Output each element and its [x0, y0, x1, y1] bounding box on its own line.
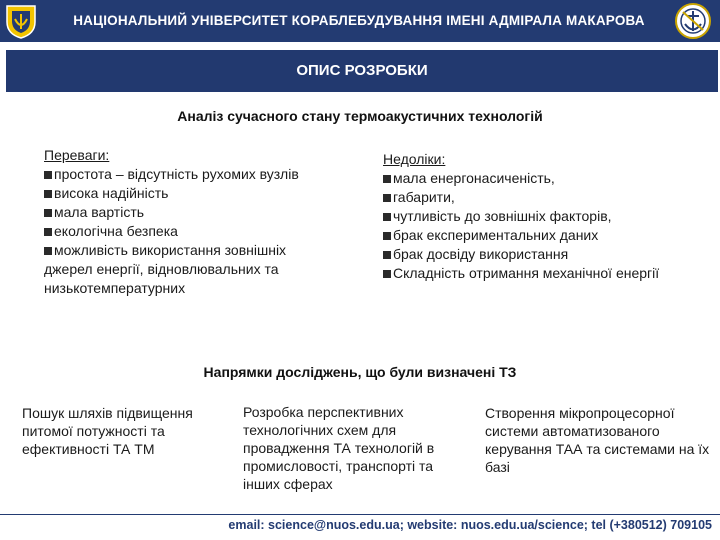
bullet-square-icon: [44, 209, 52, 217]
bullet-square-icon: [44, 247, 52, 255]
university-shield-logo-icon: [2, 2, 40, 40]
list-item: брак досвіду використання: [383, 245, 683, 264]
list-item: екологічна безпека: [44, 222, 304, 241]
list-item: можливість використання зовнішніх джерел енергії, відновлювальних та низькотемпературних: [44, 242, 287, 296]
anchor-emblem-icon: [674, 2, 712, 40]
bullet-square-icon: [44, 190, 52, 198]
section-title-bar: [6, 50, 718, 92]
list-item: простота – відсутність рухомих вузлів: [44, 165, 304, 184]
list-item: чутливість до зовнішніх факторів,: [383, 207, 683, 226]
footer-divider: [0, 514, 720, 515]
list-item: Складність отримання механічної енергії: [383, 264, 683, 283]
research-direction-3: Створення мікропроцесорної системи автоматизованого керування ТАА та системами на їх базі: [485, 405, 710, 475]
bullet-square-icon: [383, 232, 391, 240]
bullet-square-icon: [383, 213, 391, 221]
section-title: ОПИС РОЗРОБКИ: [296, 62, 428, 79]
list-item: брак експериментальних даних: [383, 226, 683, 245]
advantages-heading: Переваги:: [44, 147, 110, 163]
list-item: габарити,: [383, 188, 683, 207]
bullet-square-icon: [383, 175, 391, 183]
bullet-square-icon: [383, 194, 391, 202]
list-item: мала енергонасиченість,: [383, 169, 683, 188]
footer-contact: email: science@nuos.edu.ua; website: nuos.edu.ua/science; tel (+380512) 709105: [228, 518, 712, 532]
bullet-square-icon: [383, 270, 391, 278]
drawbacks-heading: Недоліки:: [383, 151, 446, 167]
drawbacks-list: [383, 150, 683, 283]
bullet-square-icon: [44, 228, 52, 236]
list-item: висока надійність: [44, 184, 304, 203]
advantages-list: [44, 146, 304, 298]
analysis-title: Аналіз сучасного стану термоакустичних технологій: [177, 108, 543, 124]
header-bar: [0, 0, 720, 42]
list-item: мала вартість: [44, 203, 304, 222]
university-name: НАЦІОНАЛЬНИЙ УНІВЕРСИТЕТ КОРАБЛЕБУДУВАННЯ ІМЕНІ АДМІРАЛА МАКАРОВА: [73, 13, 645, 28]
bullet-square-icon: [44, 171, 52, 179]
research-direction-1: Пошук шляхів підвищення питомої потужності та ефективності ТА ТМ: [22, 405, 193, 457]
research-direction-2: Розробка перспективних технологічних схем для провадження ТА технологій в промисловості, транспорті та інших сферах: [243, 404, 435, 492]
bullet-square-icon: [383, 251, 391, 259]
research-directions-title: Напрямки досліджень, що були визначені ТЗ: [203, 364, 517, 380]
